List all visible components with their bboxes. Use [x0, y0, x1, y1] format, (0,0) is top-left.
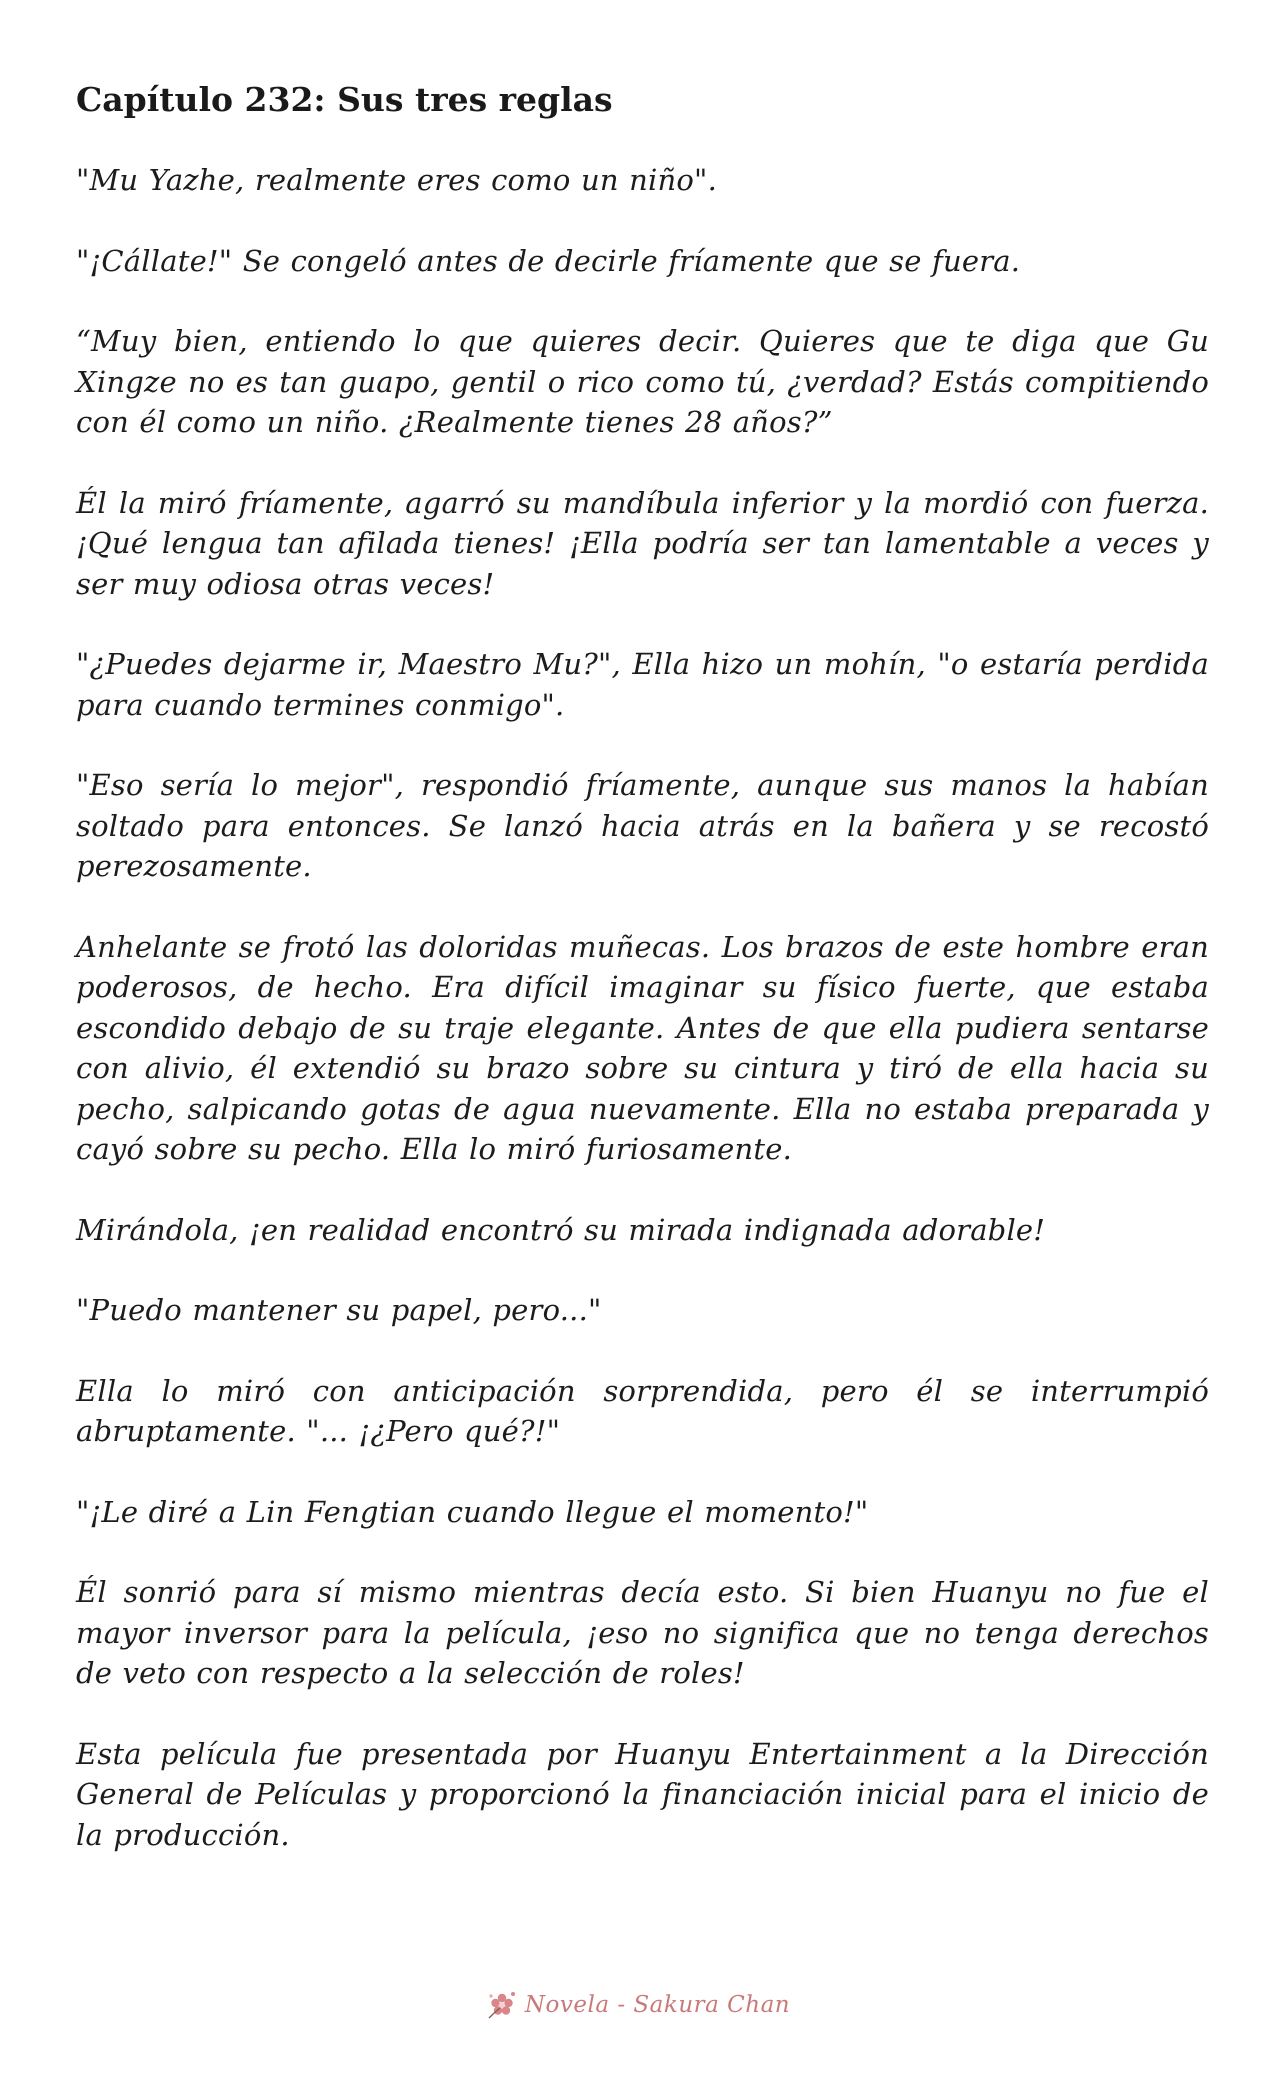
paragraph: Ella lo miró con anticipación sorprendida, pero él se interrumpió abruptamente. "... ¡¿Pero qué?!" — [76, 1373, 1209, 1448]
paragraph: Mirándola, ¡en realidad encontró su mirada indignada adorable! — [76, 1212, 1046, 1247]
paragraph: "¡Cállate!" Se congeló antes de decirle fríamente que se fuera. — [76, 243, 1021, 278]
paragraph: "Puedo mantener su papel, pero..." — [76, 1293, 602, 1327]
paragraph: Él la miró fríamente, agarró su mandíbula inferior y la mordió con fuerza. ¡Qué lengua tan afilada tienes! ¡Ella podría ser tan lamentable a veces y ser muy odiosa otras veces! — [76, 485, 1209, 601]
sakura-flower-icon — [485, 1988, 519, 2022]
paragraph: Anhelante se frotó las doloridas muñecas. Los brazos de este hombre eran poderosos, de hecho. Era difícil imaginar su físico fuerte, que estaba escondido debajo de su traje elegante. Antes de que ella pudiera sentarse con alivio, él extendió su brazo sobre su cintura y tiró de ella hacia su pecho, salpicando gotas de agua nuevamente. Ella no estaba preparada y cayó sobre su pecho. Ella lo miró furiosamente. — [76, 929, 1209, 1166]
watermark-text: Novela - Sakura Chan — [524, 1992, 791, 2018]
chapter-content — [76, 76, 1209, 1895]
watermark — [485, 1988, 790, 2022]
paragraph: "Eso sería lo mejor", respondió fríamente, aunque sus manos la habían soltado para entonces. Se lanzó hacia atrás en la bañera y se recostó perezosamente. — [76, 768, 1209, 883]
paragraph: “Muy bien, entiendo lo que quieres decir. Quieres que te diga que Gu Xingze no es tan guapo, gentil o rico como tú, ¿verdad? Estás compitiendo con él como un niño. ¿Realmente tienes 28 años?” — [76, 324, 1209, 439]
paragraph: "¿Puedes dejarme ir, Maestro Mu?", Ella hizo un mohín, "o estaría perdida para cuando termines conmigo". — [76, 647, 1209, 722]
paragraph: Esta película fue presentada por Huanyu Entertainment a la Dirección General de Películas y proporcionó la financiación inicial para el inicio de la producción. — [76, 1736, 1209, 1852]
paragraph: "Mu Yazhe, realmente eres como un niño". — [76, 163, 718, 197]
chapter-title: Capítulo 232: Sus tres reglas — [76, 80, 613, 119]
paragraph: Él sonrió para sí mismo mientras decía esto. Si bien Huanyu no fue el mayor inversor para la película, ¡eso no significa que no tenga derechos de veto con respecto a la selección de roles! — [76, 1575, 1209, 1690]
paragraph: "¡Le diré a Lin Fengtian cuando llegue el momento!" — [76, 1494, 869, 1529]
watermark-footer — [0, 1988, 1275, 2028]
